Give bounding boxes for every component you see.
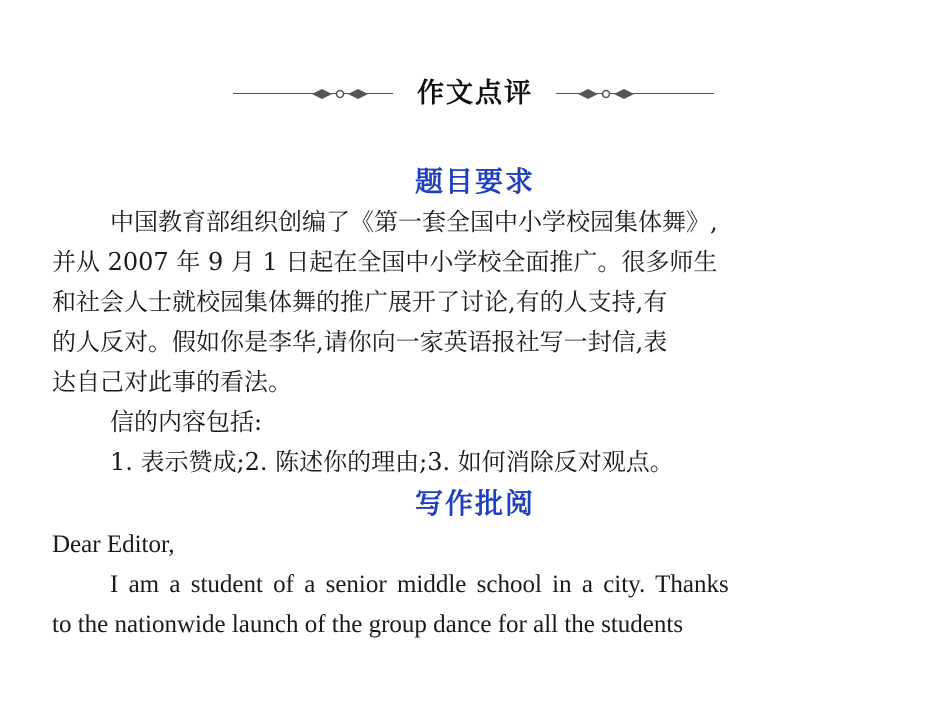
requirement-line-5: 达自己对此事的看法。 <box>52 368 292 396</box>
letter-salutation: Dear Editor, <box>52 531 175 558</box>
requirement-line-3: 和社会人士就校园集体舞的推广展开了讨论,有的人支持,有 <box>52 288 668 316</box>
left-ornament-icon <box>312 86 368 102</box>
requirement-line-1: 中国教育部组织创编了《第一套全国中小学校园集体舞》, <box>110 208 718 236</box>
page-header <box>0 74 950 114</box>
letter-line-2: to the nationwide launch of the group dance for all the students <box>52 611 684 638</box>
section-heading-requirements: 题目要求 <box>414 165 535 198</box>
requirement-line-4: 的人反对。假如你是李华,请你向一家英语报社写一封信,表 <box>52 328 668 356</box>
requirement-line-2: 并从 2007 年 9 月 1 日起在全国中小学校全面推广。很多师生 <box>52 248 718 276</box>
content-label: 信的内容包括: <box>110 408 263 436</box>
content-points: 1. 表示赞成;2. 陈述你的理由;3. 如何消除反对观点。 <box>110 448 674 476</box>
right-ornament-icon <box>578 86 634 102</box>
page-title: 作文点评 <box>417 78 533 109</box>
section-heading-review: 写作批阅 <box>414 487 535 520</box>
letter-line-1: I am a student of a senior middle school in a city. Thanks <box>110 571 729 598</box>
